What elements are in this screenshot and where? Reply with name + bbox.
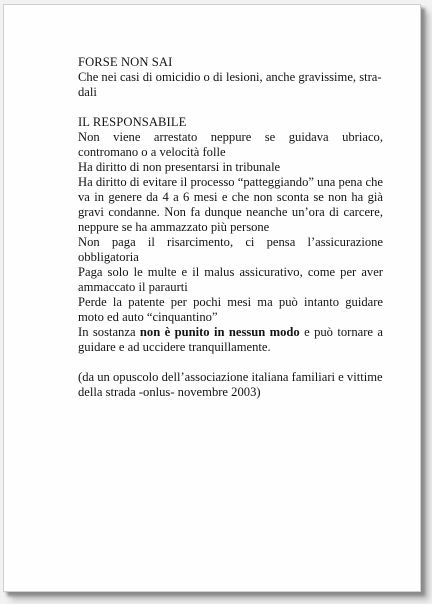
source-citation-line: (da un opuscolo dell’associazione italiana familiari e vittime — [78, 370, 383, 384]
responsabile-item: Perde la patente per pochi mesi ma può intanto guidare moto ed auto “cinquantino” — [78, 295, 383, 324]
responsabile-item: Non paga il risarcimento, ci pensa l’assicurazione obbligatoria — [78, 235, 383, 264]
responsabile-item: Non viene arrestato neppure se guidava ubriaco, contromano o a velocità folle — [78, 130, 383, 159]
conclusion-paragraph — [78, 325, 383, 355]
responsabile-item: Ha diritto di evitare il processo “patteggiando” una pena che va in genere da 4 a 6 mesi e che non sconta se non ha già gravi condanne. Non fa dunque neanche un’ora di carcere, neppure se ha ammazzato più persone — [78, 175, 383, 234]
conclusion-text-start: In sostanza — [78, 325, 140, 339]
responsabile-item: Ha diritto di non presentarsi in tribunale — [78, 160, 281, 174]
document-page — [3, 4, 421, 592]
source-citation-line: della strada -onlus- novembre 2003) — [78, 385, 261, 399]
section-heading-il-responsabile: IL RESPONSABILE — [78, 115, 187, 129]
blank-line — [78, 100, 383, 115]
page-content — [78, 55, 383, 400]
conclusion-text-end: e può tornare a guidare e ad uccidere tranquillamente. — [78, 325, 383, 354]
responsabile-item: Paga solo le multe e il malus assicurativo, come per aver ammaccato il paraurti — [78, 265, 383, 294]
section-heading-forse-non-sai: FORSE NON SAI — [78, 55, 173, 69]
conclusion-bold-phrase: non è punito in nessun modo — [139, 325, 300, 339]
section-text-line: dali — [78, 85, 97, 99]
section-text-line: Che nei casi di omicidio o di lesioni, anche gravissime, stra- — [78, 70, 382, 84]
blank-line — [78, 355, 383, 370]
